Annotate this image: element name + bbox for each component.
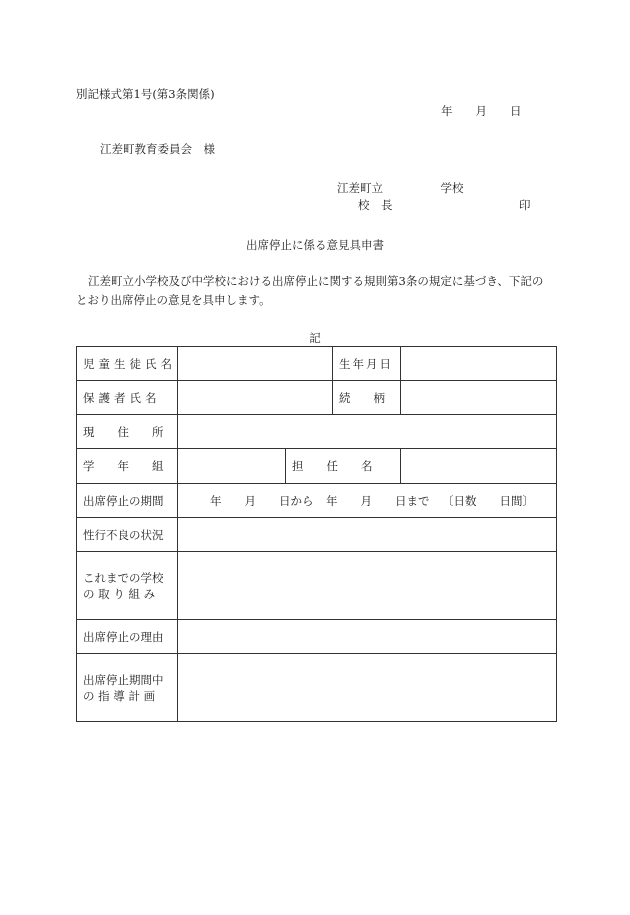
period-to: 年 月 日まで [326,493,430,508]
table-row [77,552,557,620]
application-table [76,346,557,722]
guardian-name-field[interactable] [178,381,333,415]
suspension-period-field[interactable] [178,484,557,518]
suspension-reason-field[interactable] [178,620,557,654]
addressee: 江差町教育委員会 様 [100,142,215,156]
document-title: 出席停止に係る意見具申書 [246,238,384,252]
guidance-plan-label-line-2: の 指 導 計 画 [83,688,156,703]
homeroom-teacher-field[interactable] [401,449,557,484]
school-line: 江差町立 学校 [337,181,464,195]
guidance-plan-field[interactable] [178,654,557,722]
homeroom-teacher-label: 担 任 名 [286,449,401,484]
birth-date-label: 生年月日 [333,347,401,381]
ki-heading: 記 [309,331,321,345]
table-row [77,484,557,518]
school-efforts-label-line-1: これまでの学校 [83,570,164,585]
table-row [77,518,557,552]
relationship-field[interactable] [401,381,557,415]
table-row [77,620,557,654]
guardian-name-label: 保護者氏名 [77,381,178,415]
birth-date-field[interactable] [401,347,557,381]
form-label: 別記様式第1号(第3条関係) [76,87,215,101]
relationship-label: 続 柄 [333,381,401,415]
guidance-plan-label-line-1: 出席停止期間中 [83,672,164,687]
body-text-line-1: 江差町立小学校及び中学校における出席停止に関する規則第3条の規定に基づき、下記の [88,274,544,288]
student-name-label: 児童生徒氏名 [77,347,178,381]
table-row [77,381,557,415]
misconduct-status-field[interactable] [178,518,557,552]
principal-line: 校 長 印 [358,198,531,212]
table-row [77,654,557,722]
student-name-field[interactable] [178,347,333,381]
table-row [77,347,557,381]
suspension-reason-label: 出席停止の理由 [77,620,178,654]
period-days: 〔日数 日間〕 [442,493,534,508]
grade-class-label: 学 年 組 [77,449,178,484]
school-efforts-field[interactable] [178,552,557,620]
school-efforts-label [77,552,178,620]
address-label: 現 住 所 [77,415,178,449]
date-line: 年 月 日 [441,104,522,118]
table-row [77,415,557,449]
grade-class-field[interactable] [178,449,286,484]
period-from: 年 月 日から [210,493,314,508]
body-text-line-2: とおり出席停止の意見を具申します。 [76,293,271,307]
address-field[interactable] [178,415,557,449]
school-efforts-label-line-2: の 取 り 組 み [83,586,156,601]
guidance-plan-label [77,654,178,722]
misconduct-status-label: 性行不良の状況 [77,518,178,552]
table-row [77,449,557,484]
suspension-period-label: 出席停止の期間 [77,484,178,518]
